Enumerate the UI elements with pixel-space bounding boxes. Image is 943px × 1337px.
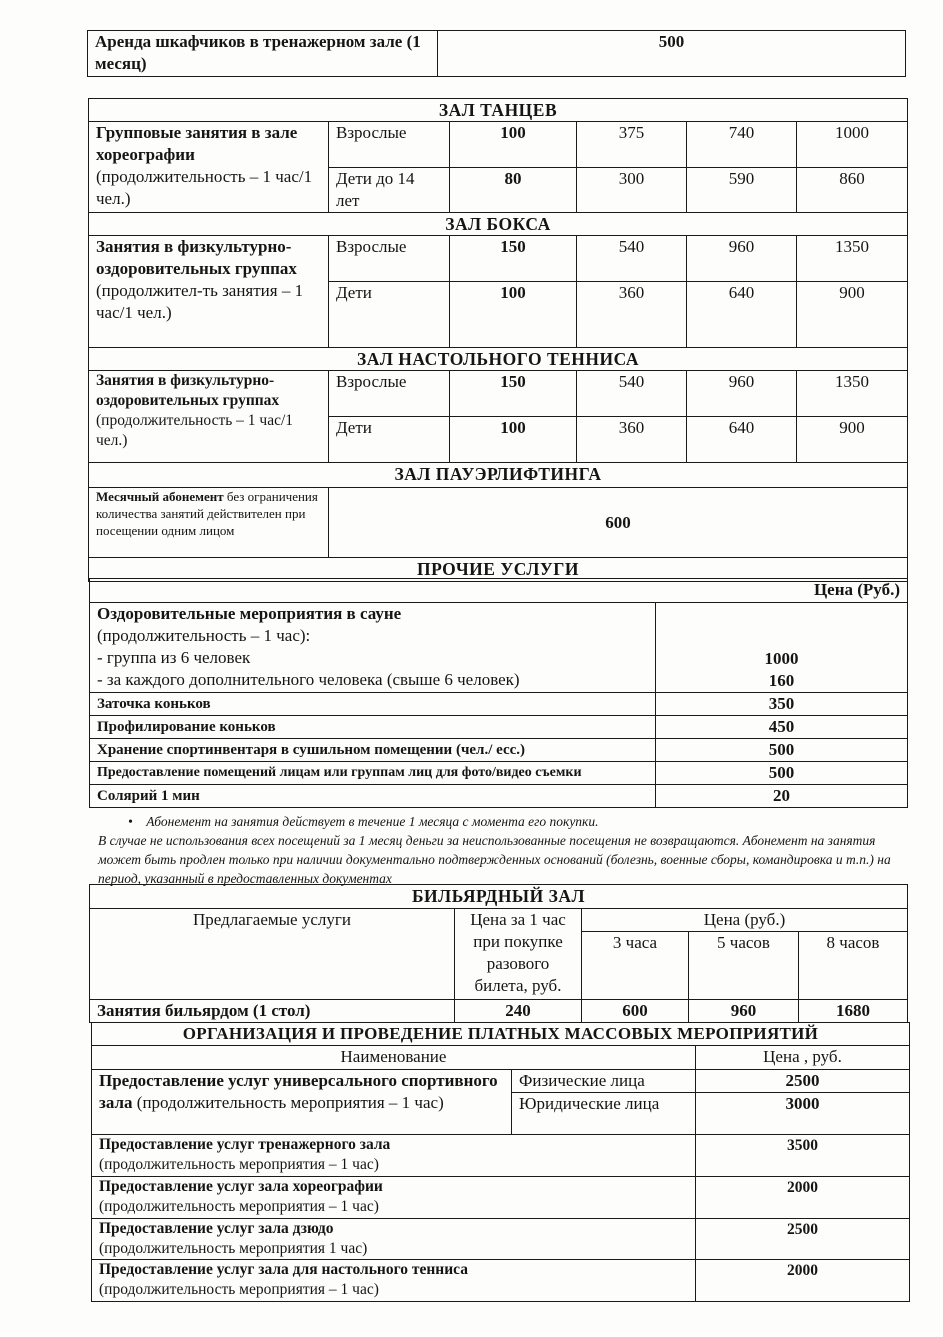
halls-table xyxy=(88,98,908,582)
event-item xyxy=(92,1219,696,1260)
boxing-service-bold: Занятия в физкультурно-оздоровительных группах xyxy=(96,237,297,278)
individuals-price: 2500 xyxy=(696,1070,910,1093)
sauna-extra-price: 160 xyxy=(768,671,795,690)
event-item-bold: Предоставление услуг зала хореографии xyxy=(99,1178,383,1195)
events-table xyxy=(91,1022,910,1302)
other-item-price: 350 xyxy=(656,693,908,716)
other-item-price: 500 xyxy=(656,739,908,762)
other-price-header: Цена (Руб.) xyxy=(90,579,908,603)
billiards-col-single: Цена за 1 час при покупке разового билета, руб. xyxy=(455,909,582,1000)
billiards-h8: 8 часов xyxy=(799,932,908,1000)
tennis-kids-cat: Дети xyxy=(329,417,450,463)
billiards-row-label-text: Занятия бильярдом (1 стол) xyxy=(97,1001,311,1020)
notes-bullet-text: Абонемент на занятия действует в течение 1 месяца с момента его покупки. xyxy=(146,814,599,829)
tennis-adult-p3: 960 xyxy=(687,371,797,417)
sauna-extra: - за каждого дополнительного человека (свыше 6 человек) xyxy=(97,670,520,689)
tennis-service-bold: Занятия в физкультурно-оздоровительных группах xyxy=(96,372,280,409)
event-item xyxy=(92,1260,696,1302)
other-table xyxy=(89,578,908,808)
tennis-service xyxy=(89,371,329,463)
boxing-title: ЗАЛ БОКСА xyxy=(89,213,908,236)
lockers-price: 500 xyxy=(438,31,906,77)
events-col-price: Цена , руб. xyxy=(696,1046,910,1070)
event-item-bold: Предоставление услуг тренажерного зала xyxy=(99,1136,391,1153)
tennis-service-rest: (продолжительность – 1 час/1 чел.) xyxy=(96,412,294,449)
boxing-adult-p4: 1350 xyxy=(797,236,908,282)
universal-service xyxy=(92,1070,512,1135)
other-item-price: 20 xyxy=(656,785,908,808)
other-item-label: Профилирование коньков xyxy=(90,716,656,739)
events-title: ОРГАНИЗАЦИЯ И ПРОВЕДЕНИЕ ПЛАТНЫХ МАССОВЫХ МЕРОПРИЯТИЙ xyxy=(92,1023,910,1046)
dance-service-bold: Групповые занятия в зале хореографии xyxy=(96,123,298,164)
billiards-h3: 3 часа xyxy=(582,932,689,1000)
billiards-h5: 5 часов xyxy=(689,932,799,1000)
billiards-row-p8: 1680 xyxy=(799,1000,908,1023)
event-item xyxy=(92,1177,696,1219)
legal-price: 3000 xyxy=(696,1093,910,1135)
other-item-label: Предоставление помещений лицам или группам лиц для фото/видео съемки xyxy=(90,762,656,785)
dance-kids-p2: 300 xyxy=(577,168,687,213)
dance-adult-cat: Взрослые xyxy=(329,122,450,168)
boxing-kids-p3: 640 xyxy=(687,282,797,348)
boxing-service-rest: (продолжител-ть занятия – 1 час/1 чел.) xyxy=(96,281,304,322)
lockers-table xyxy=(87,30,906,77)
boxing-kids-cat: Дети xyxy=(329,282,450,348)
powerlifting-title: ЗАЛ ПАУЭРЛИФТИНГА xyxy=(89,463,908,488)
universal-bold: Предоставление услуг универсального спортивного зала xyxy=(99,1071,498,1112)
billiards-row-single: 240 xyxy=(455,1000,582,1023)
other-item-price: 450 xyxy=(656,716,908,739)
event-item-bold: Предоставление услуг зала для настольного тенниса xyxy=(99,1261,468,1278)
billiards-col-price: Цена (руб.) xyxy=(582,909,908,932)
notes-bullet: • Абонемент на занятия действует в течение 1 месяца с момента его покупки. xyxy=(128,814,599,829)
dance-service xyxy=(89,122,329,213)
sauna-duration: (продолжительность – 1 час): xyxy=(97,626,311,645)
event-item-rest: (продолжительность мероприятия 1 час) xyxy=(99,1240,368,1257)
sauna-prices xyxy=(656,603,908,693)
dance-adult-p3: 740 xyxy=(687,122,797,168)
other-item-label: Хранение спортинвентаря в сушильном помещении (чел./ есс.) xyxy=(90,739,656,762)
tennis-adult-p2: 540 xyxy=(577,371,687,417)
dance-adult-p4: 1000 xyxy=(797,122,908,168)
universal-rest: (продолжительность мероприятия – 1 час) xyxy=(136,1093,444,1112)
dance-kids-p4: 860 xyxy=(797,168,908,213)
tennis-adult-cat: Взрослые xyxy=(329,371,450,417)
tennis-kids-p4: 900 xyxy=(797,417,908,463)
boxing-service xyxy=(89,236,329,348)
dance-title: ЗАЛ ТАНЦЕВ xyxy=(89,99,908,122)
tennis-kids-p3: 640 xyxy=(687,417,797,463)
sauna-title: Оздоровительные мероприятия в сауне xyxy=(97,604,402,623)
other-item-label: Солярий 1 мин xyxy=(90,785,656,808)
boxing-kids-p4: 900 xyxy=(797,282,908,348)
subscription-notes xyxy=(98,812,903,888)
billiards-row-p5: 960 xyxy=(689,1000,799,1023)
boxing-kids-p1: 100 xyxy=(450,282,577,348)
sauna-group-price: 1000 xyxy=(764,649,799,668)
powerlifting-label xyxy=(89,488,329,558)
event-item-rest: (продолжительность мероприятия – 1 час) xyxy=(99,1198,379,1215)
individuals-label: Физические лица xyxy=(512,1070,696,1093)
tennis-adult-p4: 1350 xyxy=(797,371,908,417)
billiards-row-p3: 600 xyxy=(582,1000,689,1023)
notes-text: В случае не использования всех посещений за 1 месяц деньги за неиспользованные посещения не возвращаются. Абонемент на занятия может быть продлен только при наличии документально подтвержденных оснований (болезнь, военные сборы, командировка и т.п.) на период, указанный в предоставленных документах xyxy=(98,833,891,886)
other-item-price: 500 xyxy=(656,762,908,785)
lockers-label: Аренда шкафчиков в тренажерном зале (1 месяц) xyxy=(88,31,438,77)
boxing-adult-p3: 960 xyxy=(687,236,797,282)
billiards-table xyxy=(89,884,908,1023)
dance-kids-cat: Дети до 14 лет xyxy=(329,168,450,213)
event-item-price: 2000 xyxy=(696,1177,910,1219)
dance-service-rest: (продолжительность – 1 час/1 чел.) xyxy=(96,167,313,208)
other-item-label: Заточка коньков xyxy=(90,693,656,716)
boxing-kids-p2: 360 xyxy=(577,282,687,348)
tennis-title: ЗАЛ НАСТОЛЬНОГО ТЕННИСА xyxy=(89,348,908,371)
billiards-row-label xyxy=(90,1000,455,1023)
powerlifting-price: 600 xyxy=(329,488,908,558)
boxing-adult-p1: 150 xyxy=(450,236,577,282)
event-item-price: 3500 xyxy=(696,1135,910,1177)
billiards-col-services: Предлагаемые услуги xyxy=(90,909,455,1000)
dance-kids-p3: 590 xyxy=(687,168,797,213)
powerlifting-label-rest: без ограничения количества занятий действителен при посещении одним лицом xyxy=(96,489,318,538)
boxing-adult-cat: Взрослые xyxy=(329,236,450,282)
tennis-adult-p1: 150 xyxy=(450,371,577,417)
dance-kids-p1: 80 xyxy=(450,168,577,213)
event-item-price: 2000 xyxy=(696,1260,910,1302)
event-item-bold: Предоставление услуг зала дзюдо xyxy=(99,1220,334,1237)
tennis-kids-p2: 360 xyxy=(577,417,687,463)
dance-adult-p1: 100 xyxy=(450,122,577,168)
legal-label: Юридические лица xyxy=(512,1093,696,1135)
events-col-name: Наименование xyxy=(92,1046,696,1070)
tennis-kids-p1: 100 xyxy=(450,417,577,463)
dance-adult-p2: 375 xyxy=(577,122,687,168)
billiards-title: БИЛЬЯРДНЫЙ ЗАЛ xyxy=(90,885,908,909)
event-item xyxy=(92,1135,696,1177)
boxing-adult-p2: 540 xyxy=(577,236,687,282)
event-item-rest: (продолжительность мероприятия – 1 час) xyxy=(99,1281,379,1298)
sauna-cell xyxy=(90,603,656,693)
event-item-price: 2500 xyxy=(696,1219,910,1260)
sauna-group: - группа из 6 человек xyxy=(97,648,251,667)
powerlifting-label-bold: Месячный абонемент xyxy=(96,489,224,504)
event-item-rest: (продолжительность мероприятия – 1 час) xyxy=(99,1156,379,1173)
other-title: ПРОЧИЕ УСЛУГИ xyxy=(89,558,908,582)
